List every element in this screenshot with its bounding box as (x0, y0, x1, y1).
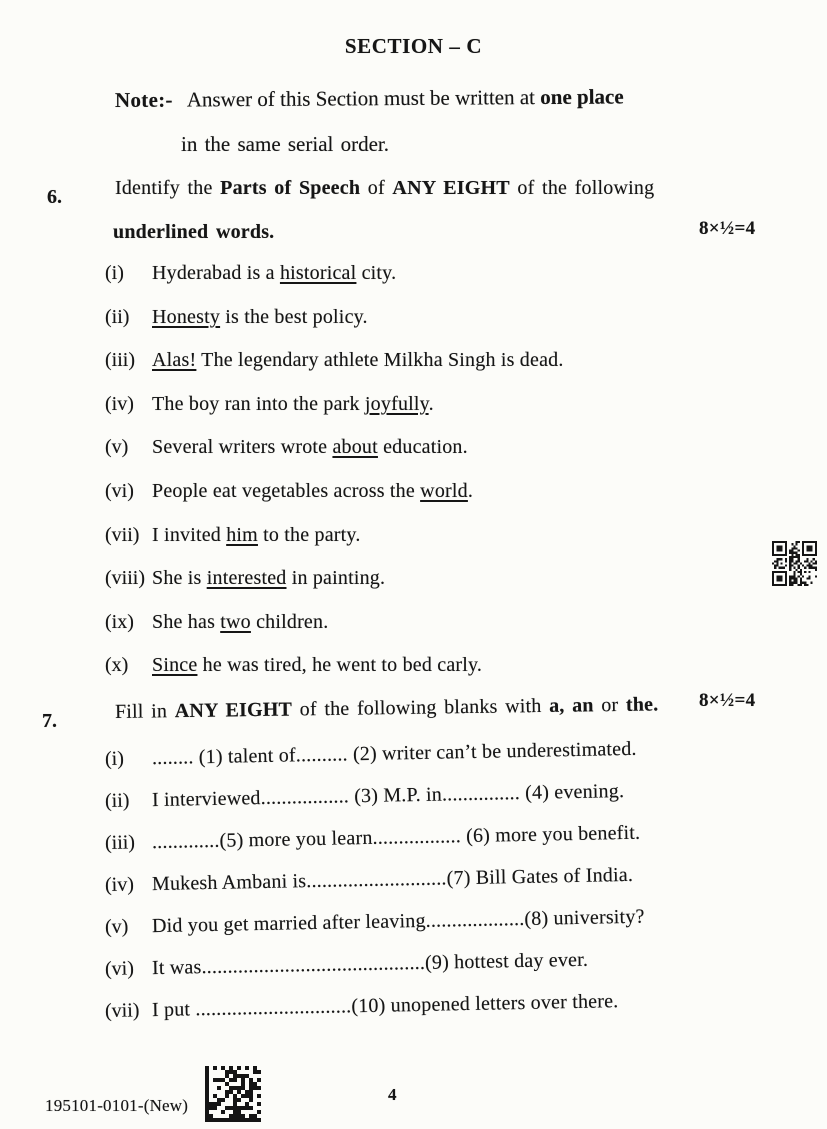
list-item (105, 949, 589, 981)
item-text: The boy ran into the park joyfully. (152, 393, 434, 415)
underlined-word: interested (206, 567, 287, 589)
list-item (105, 611, 328, 634)
data-matrix-code-icon (205, 1066, 261, 1122)
list-item (105, 480, 473, 503)
item-numeral: (vii) (104, 999, 140, 1022)
question-7-heading: Fill in ANY EIGHT of the following blanks with a, an or the. (114, 693, 659, 723)
item-numeral: (vi) (104, 957, 135, 980)
underlined-word: world (420, 480, 468, 502)
question-6-heading-line1: Identify the Parts of Speech of ANY EIGHT of the following (115, 177, 655, 199)
note-line-2: in the same serial order. (181, 132, 390, 156)
item-text: Hyderabad is a historical city. (152, 262, 397, 284)
item-numeral: (x) (105, 654, 129, 676)
underlined-word: two (220, 611, 251, 633)
list-item (105, 524, 361, 547)
paper-code: 195101-0101-(New) (45, 1096, 189, 1115)
item-numeral: (iii) (105, 349, 135, 371)
list-item (105, 906, 645, 939)
item-numeral: (ix) (105, 611, 134, 633)
underlined-word: him (226, 524, 258, 546)
item-text: Alas! The legendary athlete Milkha Singh is dead. (152, 349, 564, 371)
item-numeral: (vii) (105, 524, 140, 546)
item-text: Several writers wrote about education. (152, 436, 468, 458)
list-item (105, 306, 368, 329)
note-label: Note:- (114, 87, 173, 112)
item-numeral: (ii) (104, 789, 130, 812)
item-numeral: (vi) (105, 480, 134, 502)
note-line-1 (115, 84, 624, 113)
item-text: It was...........................................(9) hottest day ever. (151, 948, 589, 980)
list-item (105, 262, 396, 285)
list-item (105, 349, 564, 372)
question-7-marks: 8×½=4 (699, 690, 756, 711)
item-text: ........ (1) talent of.......... (2) writer can’t be underestimated. (151, 737, 637, 770)
question-6-item-list (105, 262, 745, 702)
item-numeral: (v) (105, 436, 129, 458)
question-6-heading-line2: underlined words. (113, 221, 275, 243)
question-7-number: 7. (42, 710, 57, 732)
item-numeral: (iv) (104, 873, 135, 896)
item-text: People eat vegetables across the world. (152, 480, 474, 502)
question-6-number: 6. (47, 186, 62, 208)
item-text: I put ..............................(10) unopened letters over there. (151, 990, 619, 1022)
item-numeral: (iii) (104, 831, 136, 854)
item-numeral: (v) (104, 915, 129, 938)
underlined-word: joyfully (364, 393, 429, 415)
list-item (105, 822, 641, 855)
question-7-item-list (104, 737, 745, 1048)
list-item (105, 567, 385, 590)
underlined-word: Honesty (152, 306, 221, 328)
list-item (105, 864, 633, 897)
item-text: Mukesh Ambani is...........................(7) Bill Gates of India. (151, 863, 634, 896)
list-item (105, 738, 637, 771)
page-number: 4 (388, 1085, 397, 1104)
item-text: .............(5) more you learn................. (6) more you benefit. (151, 821, 641, 854)
underlined-word: Alas! (152, 349, 197, 371)
underlined-word: about (332, 436, 378, 458)
item-numeral: (viii) (105, 567, 145, 589)
item-numeral: (ii) (105, 306, 130, 328)
question-6-marks: 8×½=4 (699, 218, 756, 239)
item-text: I interviewed................. (3) M.P. in............... (4) evening. (151, 780, 625, 812)
section-title: SECTION – C (344, 34, 483, 58)
list-item (105, 990, 619, 1023)
item-text: She has two children. (152, 611, 329, 633)
item-text: Since he was tired, he went to bed carly. (152, 654, 483, 676)
list-item (105, 780, 625, 813)
item-text: I invited him to the party. (152, 524, 361, 546)
underlined-word: Since (152, 654, 198, 676)
item-numeral: (i) (104, 747, 125, 770)
note-text: Answer of this Section must be written at one place (186, 84, 624, 112)
item-numeral: (i) (105, 262, 124, 284)
item-numeral: (iv) (105, 393, 134, 415)
list-item (105, 393, 434, 416)
item-text: She is interested in painting. (152, 567, 386, 589)
item-text: Honesty is the best policy. (152, 306, 368, 328)
list-item (105, 436, 468, 459)
list-item (105, 654, 482, 677)
underlined-word: historical (279, 262, 357, 284)
qr-code (772, 541, 817, 586)
item-text: Did you get married after leaving...................(8) university? (151, 905, 645, 938)
